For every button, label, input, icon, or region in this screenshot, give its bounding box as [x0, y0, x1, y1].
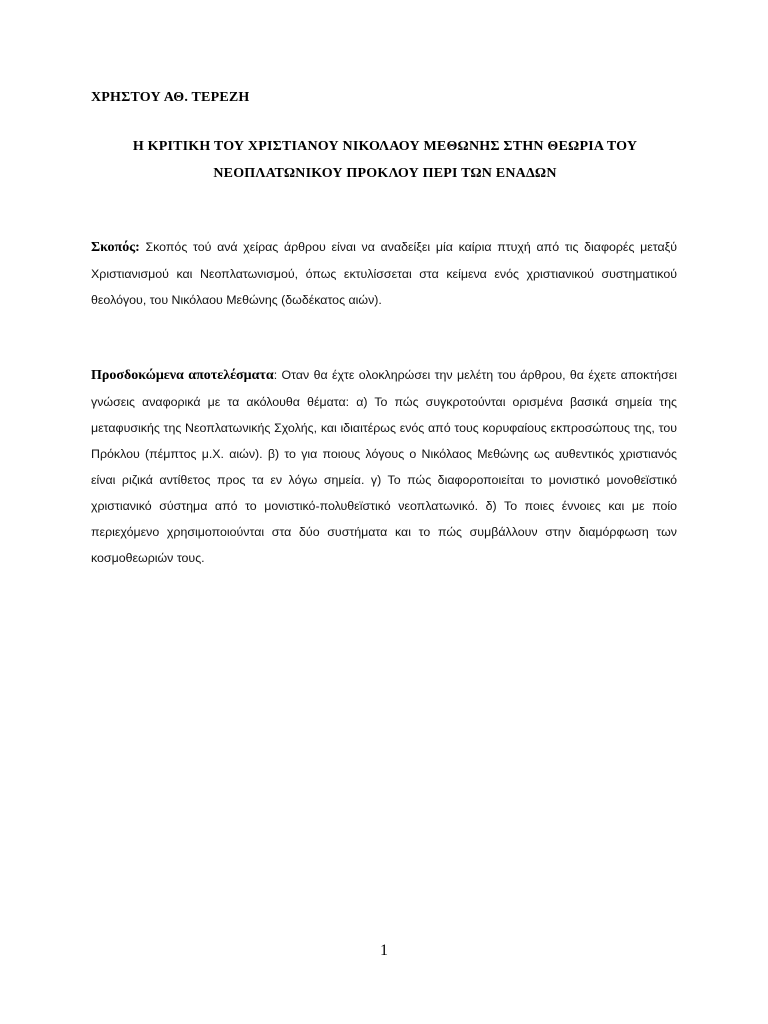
purpose-label: Σκοπός:: [91, 240, 140, 255]
title-line-1: Η ΚΡΙΤΙΚΗ ΤΟΥ ΧΡΙΣΤΙΑΝΟΥ ΝΙΚΟΛΑΟΥ ΜΕΘΩΝΗΣ ΣΤΗΝ ΘΕΩΡΙΑ ΤΟΥ: [132, 139, 638, 154]
purpose-text: Σκοπός τού ανά χείρας άρθρου είναι να αναδείξει μία καίρια πτυχή από τις διαφορές μεταξύ Χριστιανισμού και Νεοπλατωνισμού, όπως εκτυλίσσεται στα κείμενα ενός χριστιανικού συστηματικού θεολόγου, του Νικόλαου Μεθώνης (δωδέκατος αιών).: [91, 240, 677, 307]
title-line-2: ΝΕΟΠΛΑΤΩΝΙΚΟΥ ΠΡΟΚΛΟΥ ΠΕΡΙ ΤΩΝ ΕΝΑΔΩΝ: [213, 166, 557, 181]
author-name: ΧΡΗΣΤΟΥ ΑΘ. ΤΕΡΕΖΗ: [91, 90, 250, 105]
outcomes-label: Προσδοκώμενα αποτελέσματα: [91, 368, 274, 383]
outcomes-paragraph: [91, 362, 677, 571]
outcomes-text: : Οταν θα έχτε ολοκληρώσει την μελέτη του άρθρου, θα έχετε αποκτήσει γνώσεις αναφορικά με τα ακόλουθα θέματα: α) Το πώς συγκροτούνται ορισμένα βασικά σημεία της μεταφυσικής της Νεοπλατωνικής Σχολής, και ιδιαιτέρως ενός από τους κορυφαίους εκπροσώπους της, του Πρόκλου (πέμπτος μ.Χ. αιών). β) το για ποιους λόγους ο Νικόλαος Μεθώνης ως αυθεντικός χριστιανός είναι ριζικά αντίθετος προς τα εν λόγω σημεία. γ) Το πώς διαφοροποιείται το μονιστικό μονοθεϊστικό χριστιανικό σύστημα από το μονιστικό-πολυθεϊστικό νεοπλατωνικό. δ) Το ποιες έννοιες και με ποίο περιεχόμενο χρησιμοποιούνται στα δύο συστήματα και το πώς συμβάλλουν στην διαμόρφωση των κοσμοθεωριών τους.: [91, 368, 677, 565]
purpose-paragraph: [91, 234, 677, 313]
document-title: [91, 133, 679, 187]
page-number: 1: [380, 942, 388, 959]
